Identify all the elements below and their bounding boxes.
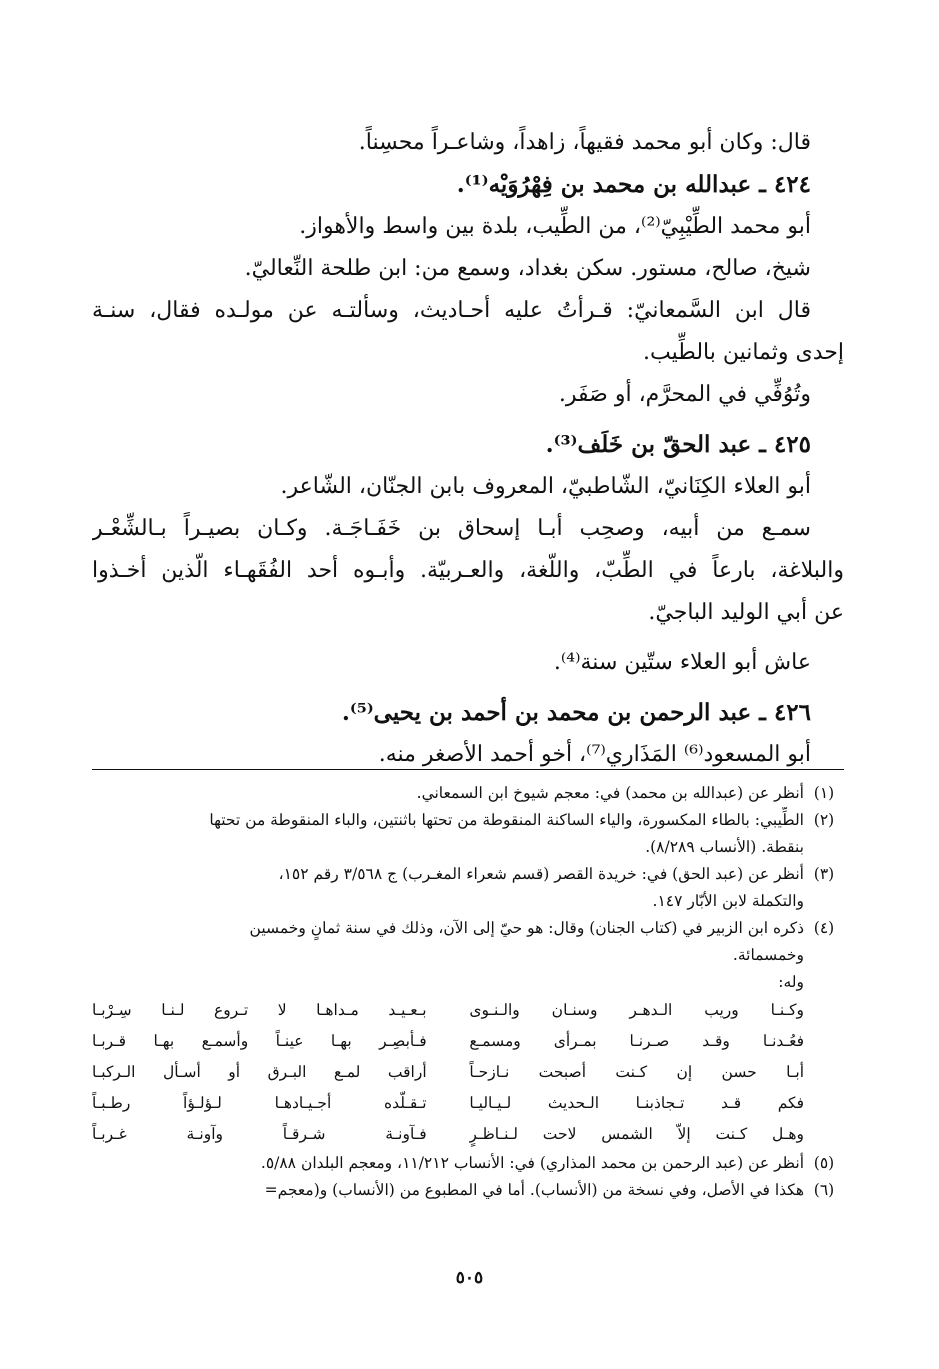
main-text <box>92 122 844 776</box>
text-line: إحدى وثمانين بالطِّيب. <box>643 340 844 365</box>
verse-second-half: فـآونـة شـرقـاً وآونـة غـربـاً <box>92 1125 427 1143</box>
text-line: أبو المسعود⁽⁶⁾ المَذَاري⁽⁷⁾، أخو أحمد الأصغر منه. <box>378 742 811 767</box>
text-line: قال: وكان أبو محمد فقيهاً، زاهداً، وشاعـراً محسِناً. <box>358 130 811 155</box>
verse-second-half: فـأبصِـر بهـا عينـاً وأسمـع بهـا قـربـا <box>92 1032 427 1050</box>
footnote-5 <box>92 1150 844 1177</box>
footnotes <box>92 780 844 1204</box>
footnote-number: (٥) <box>813 1154 835 1172</box>
verse-second-half: أراقب لمـع البـرق أو أسـأل الـركبـا <box>92 1063 427 1081</box>
verse <box>92 995 804 1026</box>
entry-heading-426: ٤٢٦ ـ عبد الرحمن بن محمد بن أحمد بن يحيى⁽⁵⁾. <box>341 699 811 726</box>
footnote-number: (٦) <box>813 1181 835 1199</box>
entry-heading-425: ٤٢٥ ـ عبد الحقّ بن خَلَف⁽³⁾. <box>545 431 811 458</box>
footnote-6 <box>92 1177 844 1204</box>
footnote-text: أنظر عن (عبد الحق) في: خريدة القصر (قسم شعراء المغـرب) ج ٣/٥٦٨ رقم ١٥٢، <box>278 865 804 883</box>
verse <box>92 1057 804 1088</box>
text-line: قال ابن السَّمعانيّ: قـرأتُ عليه أحـاديث، وسألتـه عن مولـده فقال، سنـة <box>92 298 811 323</box>
footnote-number: (١) <box>813 784 835 802</box>
verse-first-half: فكم قـد تـجاذبنـا الـحديث لـيـاليـا <box>469 1094 804 1112</box>
text-line: والبلاغة، بارعاً في الطِّبّ، واللّغة، والعـربيّة. وأبـوه أحد الفُقَهـاء الّذين أخـذوا <box>92 558 844 583</box>
verse-second-half: تـقـلّده أجـيـادهـا لـؤلـؤاً رطـبـاً <box>92 1094 427 1112</box>
footnote-divider <box>92 769 844 770</box>
verse-second-half: بـعـيـد مـداهـا لا تـروع لـنـا سِـرْبـا <box>92 1001 427 1019</box>
text-line: سمـع من أبيه، وصحِب أبـا إسحاق بن خَفَـاجَـة. وكـان بصيـراً بـالشِّعْـر <box>92 516 811 541</box>
text-line: وتُوُفِّي في المحرَّم، أو صَفَر. <box>558 382 811 407</box>
footnote-number: (٢) <box>813 811 835 829</box>
text-line: شيخ، صالح، مستور. سكن بغداد، وسمع من: ابن طلحة النِّعاليّ. <box>244 256 811 281</box>
footnote-text: هكذا في الأصل، وفي نسخة من (الأنساب). أما في المطبوع من (الأنساب) و(معجم= <box>264 1181 804 1199</box>
verse <box>92 1026 804 1057</box>
footnote-text: ذكره ابن الزبير في (كتاب الجنان) وقال: هو حيّ إلى الآن، وذلك في سنة ثمانٍ وخمسين <box>249 919 804 937</box>
text-line: أبو محمد الطِّيْبِيّ⁽²⁾، من الطِّيب، بلدة بين واسط والأهواز. <box>299 214 811 239</box>
verse-first-half: فعُـدنـا وقـد صـرنـا بمـرأى ومسمـع <box>469 1032 804 1050</box>
entry-heading-424: ٤٢٤ ـ عبدالله بن محمد بن فِهْرُوَيْه⁽¹⁾. <box>456 171 811 198</box>
page-number: ٥٠٥ <box>455 1268 484 1288</box>
verse <box>92 1088 804 1119</box>
poem-label: وله: <box>778 973 804 991</box>
footnote-text: أنظر عن (عبد الرحمن بن محمد المذاري) في: الأنساب ١١/٢١٢، ومعجم البلدان ٥/٨٨. <box>260 1154 804 1172</box>
text-line: عاش أبو العلاء ستّين سنة⁽⁴⁾. <box>553 650 811 675</box>
footnote-number: (٤) <box>813 919 835 937</box>
poem <box>92 995 844 1150</box>
footnote-text: الطِّيبي: بالطاء المكسورة، والياء الساكنة المنقوطة من تحتها باثنتين، والباء المنقوطة من تحتها <box>209 811 804 829</box>
footnote-2 <box>92 807 844 834</box>
footnote-continuation: والتكملة لابن الأبّار ١٤٧. <box>652 892 804 910</box>
verse-first-half: أبـا حسن إن كـنت أصبحت نـازحـاً <box>469 1063 804 1081</box>
footnote-continuation: وخمسمائة. <box>732 946 804 964</box>
footnote-1 <box>92 780 844 807</box>
footnote-3 <box>92 861 844 888</box>
footnote-continuation: بنقطة. (الأنساب ٨/٢٨٩). <box>645 838 804 856</box>
text-line: أبو العلاء الكِنَانيّ، الشّاطبيّ، المعروف بابن الجنّان، الشّاعر. <box>280 474 811 499</box>
text-line: عن أبي الوليد الباجيّ. <box>648 600 844 625</box>
footnote-number: (٣) <box>813 865 835 883</box>
verse-first-half: وهـل كـنت إلاّ الشمس لاحت لـنـاظـرٍ <box>469 1125 804 1143</box>
footnote-4 <box>92 915 844 942</box>
verse <box>92 1119 804 1150</box>
verse-first-half: وكـنـا وريب الـدهـر وسنـان والـنـوى <box>469 1001 804 1019</box>
footnote-text: أنظر عن (عبدالله بن محمد) في: معجم شيوخ ابن السمعاني. <box>416 784 804 802</box>
